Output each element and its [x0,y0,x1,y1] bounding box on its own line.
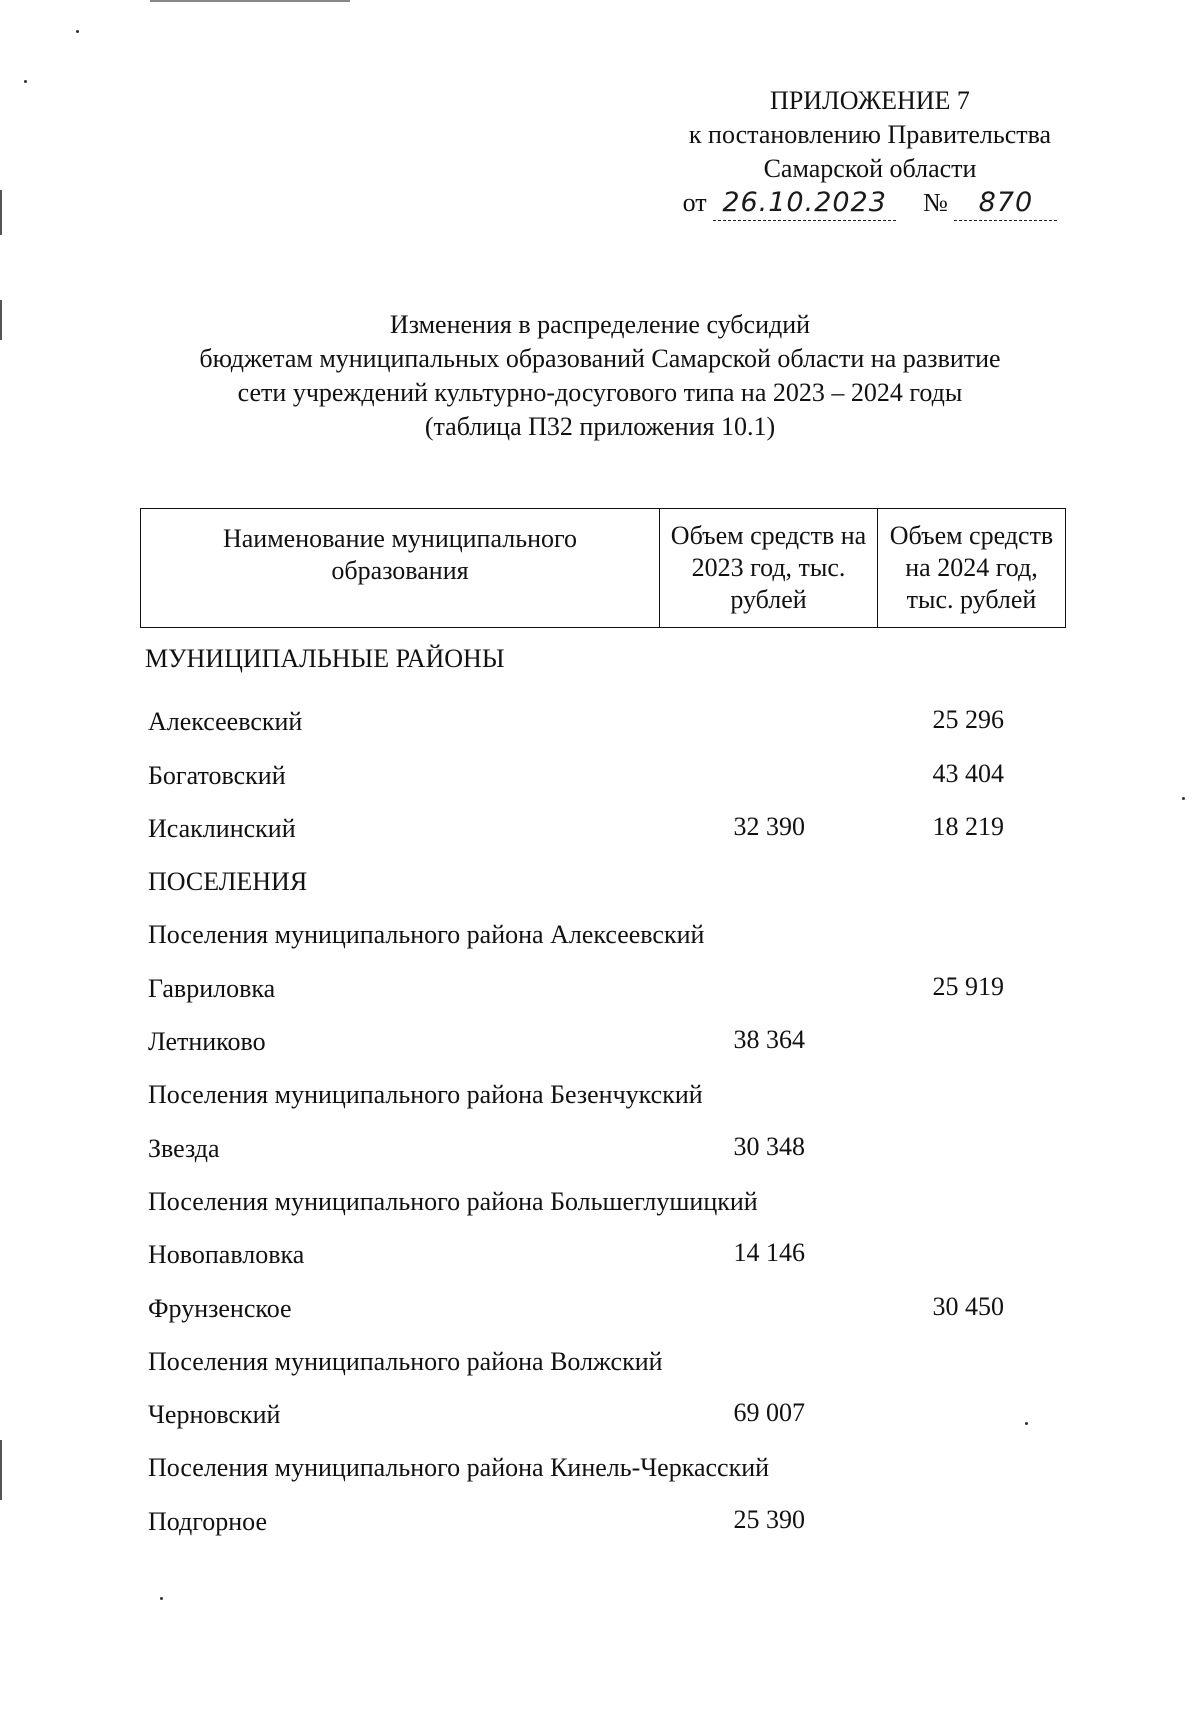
title-line: сети учреждений культурно-досугового типа на 2023 – 2024 годы [237,378,963,407]
table-row [0,1427,1200,1483]
table-row [0,1161,1200,1214]
table-row [0,1054,1200,1110]
table-row [0,948,1200,1001]
appendix-title: ПРИЛОЖЕНИЕ 7 [770,86,970,115]
column-header-name: Наименование муниципального образования [141,509,660,627]
scan-edge [0,190,2,235]
value-2023: 30 348 [733,1131,805,1161]
row-name: Исаклинский [148,813,296,843]
value-2023: 38 364 [733,1025,805,1055]
table-row [0,1108,1200,1161]
table-row [0,681,1200,737]
row-name: Поселения муниципального района Волжский [148,1346,663,1376]
scan-speck [160,1597,163,1600]
row-name: Летниково [148,1027,266,1057]
scan-edge [0,300,2,340]
table-row [0,841,1200,897]
title-line: Изменения в распределение субсидий [389,310,811,339]
table-row [0,1214,1200,1270]
table-row [0,1001,1200,1057]
value-2024: 25 296 [932,705,1004,735]
value-2024: 18 219 [932,811,1004,841]
value-2023: 25 390 [733,1504,805,1534]
row-name: Поселения муниципального района Безенчукский [148,1080,703,1110]
column-header-2024: Объем средств на 2024 год, тыс. рублей [889,521,1054,614]
appendix-region: Самарской области [763,154,977,183]
scan-speck [76,30,79,33]
number-prefix: № [923,188,948,217]
row-name: Поселения муниципального района Большеглушицкий [148,1186,758,1216]
table-row [0,1268,1200,1321]
table-row [0,894,1200,950]
table-row [0,1374,1200,1430]
value-2023: 69 007 [733,1398,805,1428]
row-name: Поселения муниципального района Кинель-Черкасский [148,1453,770,1483]
value-2023: 32 390 [733,811,805,841]
appendix-block [600,84,1140,221]
row-name: Звезда [148,1133,220,1163]
table-row [0,1321,1200,1374]
row-name: Алексеевский [148,707,303,737]
table-row [0,788,1200,841]
row-name: Поселения муниципального района Алексеевский [148,920,705,950]
table-body [0,628,1200,1534]
title-line: бюджетам муниципальных образований Самарской области на развитие [199,344,1001,373]
table-row [0,735,1200,788]
decree-date-number [600,186,1140,221]
row-name: МУНИЦИПАЛЬНЫЕ РАЙОНЫ [145,644,505,673]
column-header-2023: Объем средств на 2023 год, тыс. рублей [660,509,878,627]
table-row [0,628,1200,681]
document-title [100,308,1100,444]
handwritten-number: 870 [954,186,1057,221]
value-2023: 14 146 [733,1238,805,1268]
table-header [140,508,1066,628]
row-name: Подгорное [148,1506,268,1536]
table-row [0,1481,1200,1534]
scan-speck [24,80,27,83]
title-line: (таблица П32 приложения 10.1) [424,412,776,441]
row-name: Фрунзенское [148,1293,292,1323]
value-2024: 43 404 [932,758,1004,788]
value-2024: 25 919 [932,971,1004,1001]
date-prefix: от [682,188,707,217]
row-name: Богатовский [148,760,286,790]
row-name: Гавриловка [148,973,276,1003]
handwritten-date: 26.10.2023 [713,186,896,221]
value-2024: 30 450 [932,1291,1004,1321]
row-name: ПОСЕЛЕНИЯ [148,867,308,897]
scan-edge [150,0,350,2]
row-name: Черновский [148,1400,281,1430]
row-name: Новопавловка [148,1240,305,1270]
appendix-reference: к постановлению Правительства [688,120,1052,149]
